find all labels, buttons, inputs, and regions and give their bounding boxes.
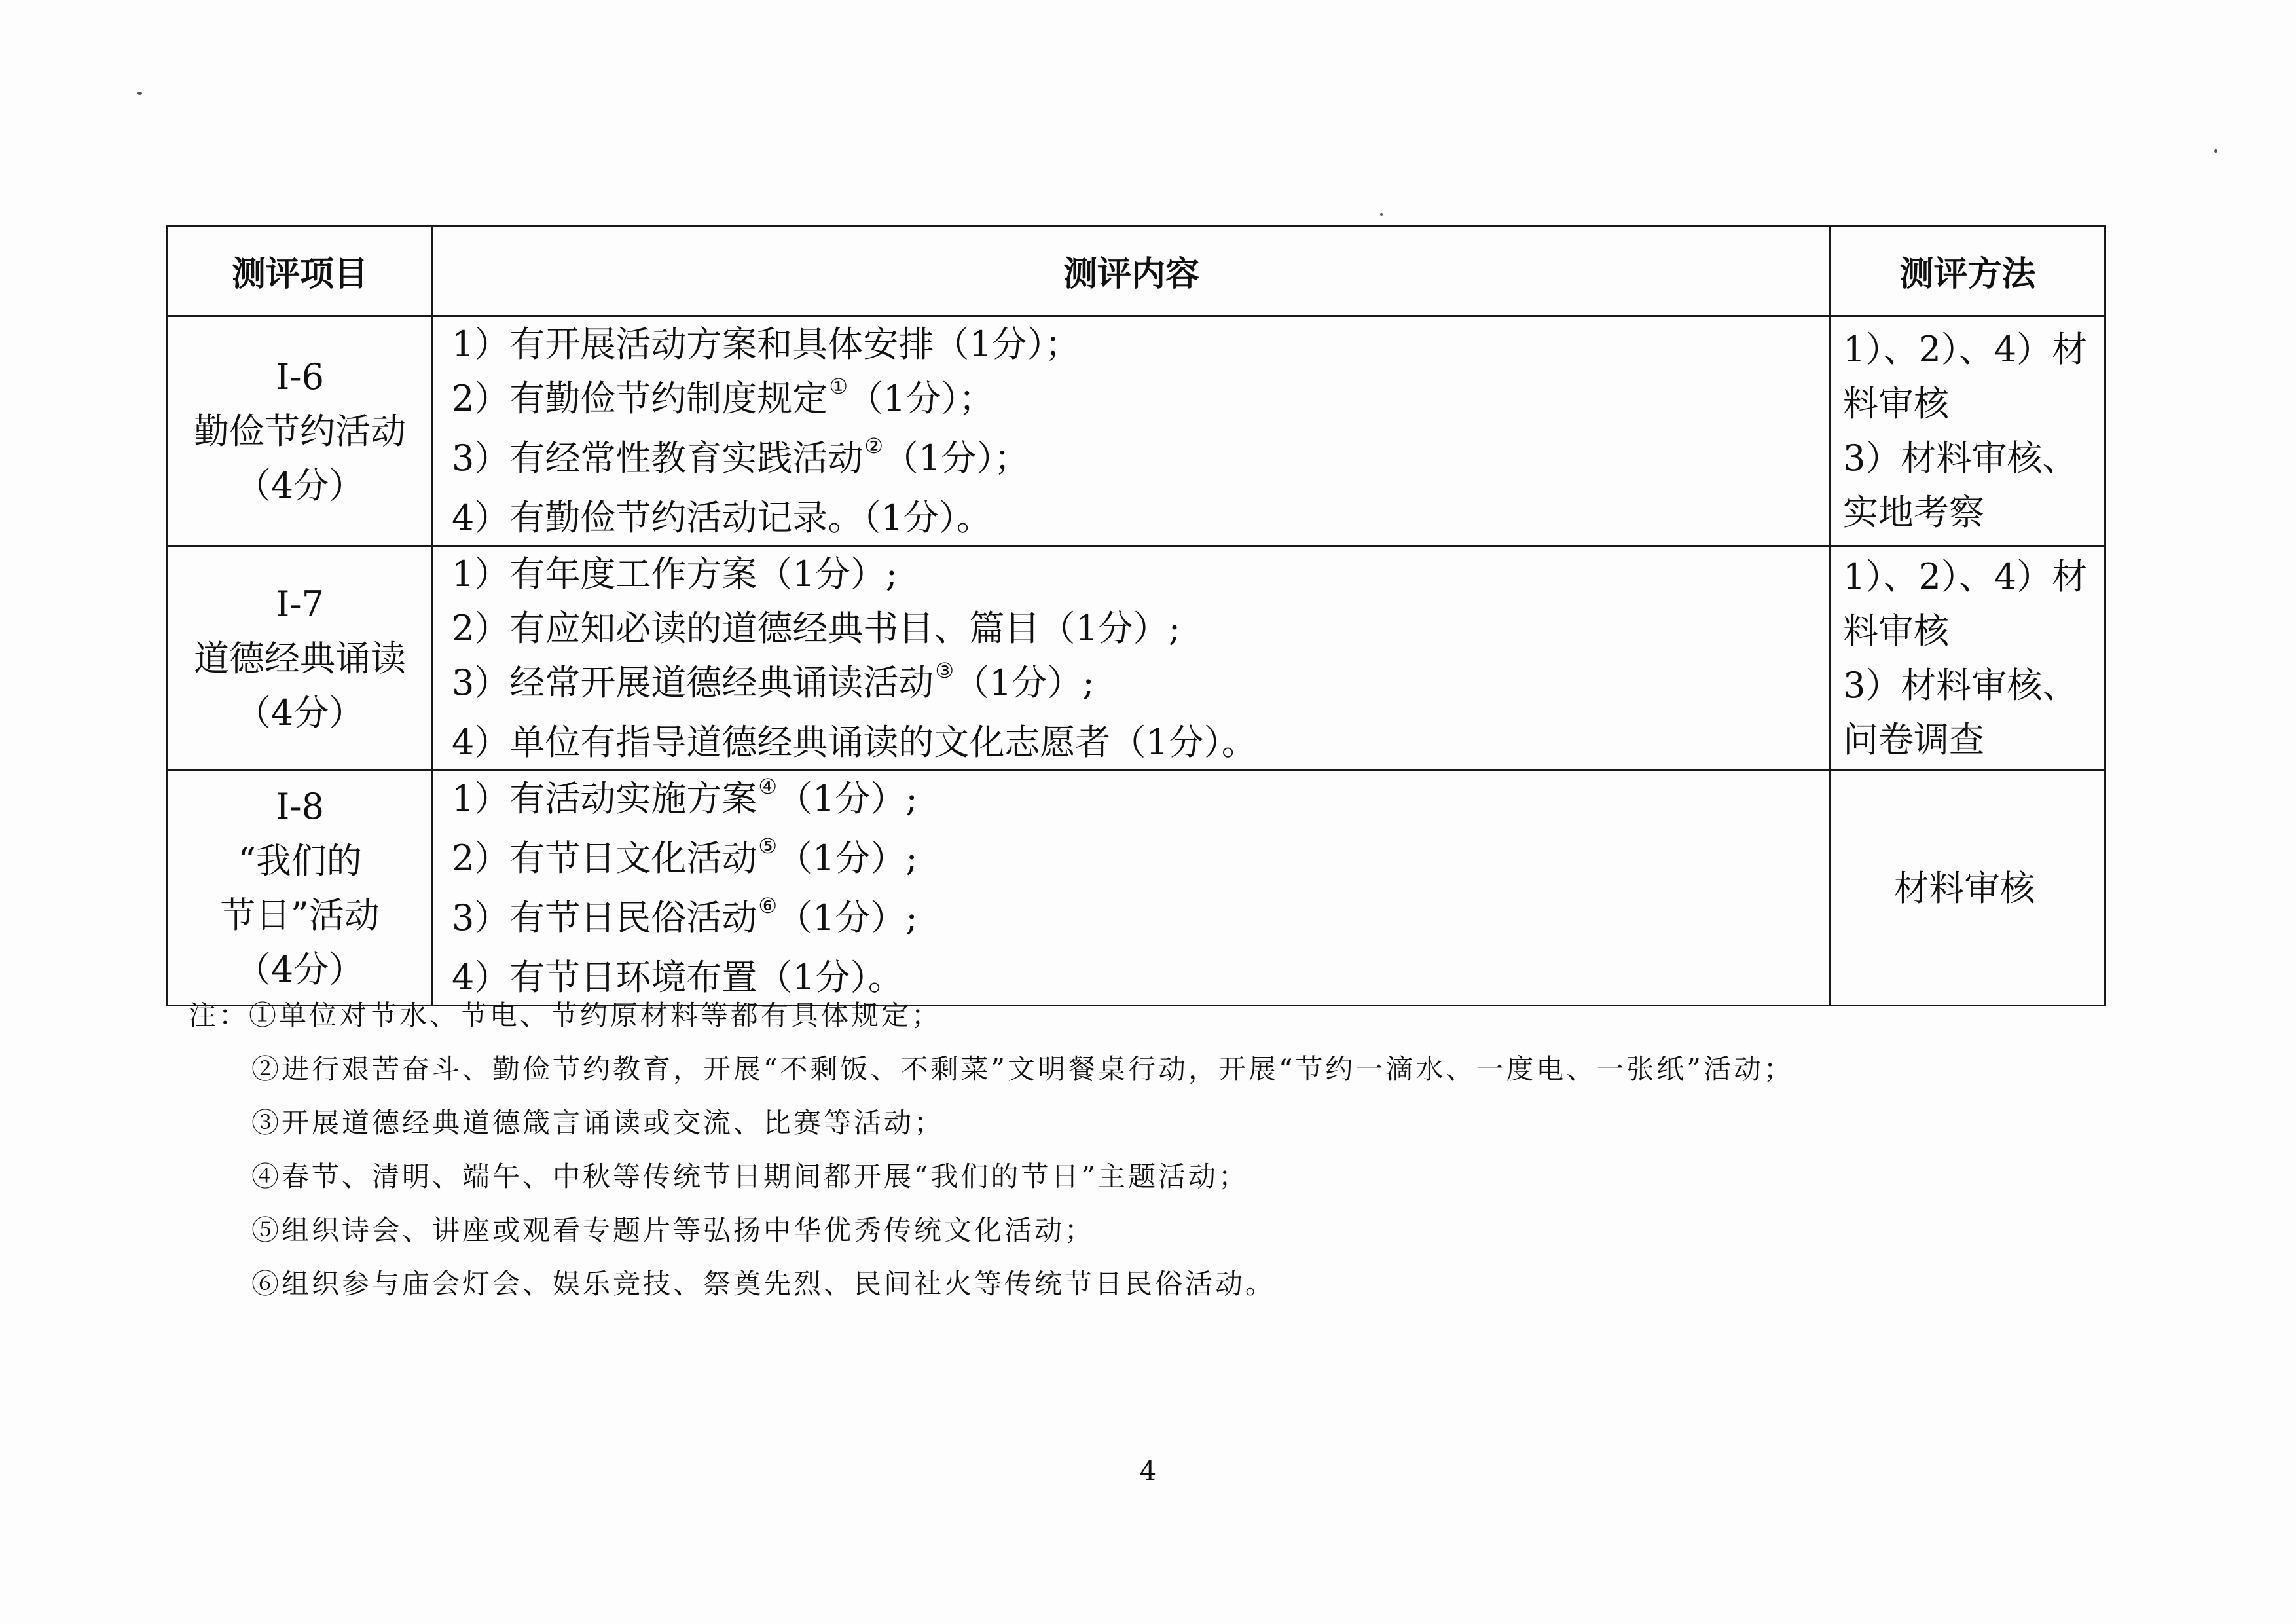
content-line: 2）有勤俭节约制度规定①（1分）； [452, 374, 994, 419]
footnote-mark: ⑥ [758, 893, 778, 918]
content-line: 1）有开展活动方案和具体安排（1分）； [452, 323, 1080, 365]
page-number: 4 [1139, 1456, 1157, 1486]
note-line: ⑤组织诗会、讲座或观看专题片等弘扬中华优秀传统文化活动； [251, 1214, 1095, 1246]
item-score: （4分） [235, 949, 365, 990]
content-line: 1）有活动实施方案④（1分）; [452, 774, 918, 819]
method-line: 1）、2）、4）材 [1843, 329, 2088, 370]
item-code: Ⅰ-8 [276, 786, 324, 827]
note-line: ⑥组织参与庙会灯会、娱乐竞技、祭奠先烈、民间社火等传统节日民俗活动。 [251, 1268, 1276, 1300]
method-line: 材料审核 [1893, 867, 2035, 909]
method-cell [1831, 771, 2105, 1006]
method-line: 问卷调查 [1843, 719, 1984, 760]
table-row [168, 546, 2105, 771]
scan-speck [137, 92, 142, 95]
method-line: 料审核 [1843, 610, 1949, 652]
content-cell [433, 771, 1831, 1006]
item-code: Ⅰ-7 [276, 583, 324, 625]
footnote-mark: ② [864, 434, 884, 458]
footnote-mark: ③ [935, 658, 955, 683]
content-line: 3）经常开展道德经典诵读活动③（1分）; [452, 658, 1095, 703]
item-cell [168, 771, 433, 1006]
content-line: 4）有勤俭节约活动记录。（1分）。 [452, 497, 992, 538]
scan-speck [1380, 213, 1383, 216]
method-line: 3）材料审核、 [1843, 437, 2078, 479]
content-cell [433, 316, 1831, 546]
content-line: 3）有经常性教育实践活动②（1分）； [452, 434, 1030, 479]
table-header-row [168, 226, 2105, 316]
footnote-mark: ⑤ [758, 834, 778, 858]
item-name-line1: “我们的 [238, 840, 362, 881]
item-name-line2: 节日”活动 [220, 895, 380, 936]
item-score: （4分） [235, 692, 365, 733]
content-line: 2）有节日文化活动⑤（1分）; [452, 834, 918, 879]
method-cell [1831, 316, 2105, 546]
header-item: 测评项目 [168, 226, 433, 316]
item-name: 勤俭节约活动 [194, 410, 406, 452]
content-line: 1）有年度工作方案（1分）; [452, 553, 898, 595]
item-code: Ⅰ-6 [276, 356, 324, 397]
header-method: 测评方法 [1831, 226, 2105, 316]
method-line: 3）材料审核、 [1843, 665, 2078, 706]
method-line: 料审核 [1843, 383, 1949, 424]
footnote-mark: ① [829, 374, 848, 399]
method-cell [1831, 546, 2105, 771]
method-line: 实地考察 [1843, 492, 1984, 533]
method-line: 1）、2）、4）材 [1843, 556, 2088, 597]
content-line: 2）有应知必读的道德经典书目、篇目（1分）; [452, 608, 1180, 649]
item-cell [168, 546, 433, 771]
footnote-mark: ④ [758, 774, 778, 799]
note-line: ③开展道德经典道德箴言诵读或交流、比赛等活动； [251, 1107, 945, 1139]
note-line: ④春节、清明、端午、中秋等传统节日期间都开展“我们的节日”主题活动； [251, 1160, 1248, 1192]
scan-speck [2214, 149, 2217, 153]
table-row [168, 316, 2105, 546]
evaluation-table [166, 225, 2106, 1006]
content-line: 4）单位有指导道德经典诵读的文化志愿者（1分）。 [452, 722, 1257, 763]
note-line: 注：①单位对节水、节电、节约原材料等都有具体规定； [189, 999, 942, 1031]
content-line: 4）有节日环境布置（1分）。 [452, 957, 903, 998]
content-line: 3）有节日民俗活动⑥（1分）; [452, 893, 918, 938]
content-cell [433, 546, 1831, 771]
header-content: 测评内容 [433, 226, 1831, 316]
footnotes [189, 989, 1794, 1311]
item-name: 道德经典诵读 [194, 637, 406, 679]
item-score: （4分） [235, 464, 365, 506]
note-line: ②进行艰苦奋斗、勤俭节约教育，开展“不剩饭、不剩菜”文明餐桌行动，开展“节约一滴水、一度电、一张纸”活动； [251, 1053, 1794, 1085]
table-row [168, 771, 2105, 1006]
item-cell [168, 316, 433, 546]
notes-prefix: 注： [189, 999, 249, 1031]
